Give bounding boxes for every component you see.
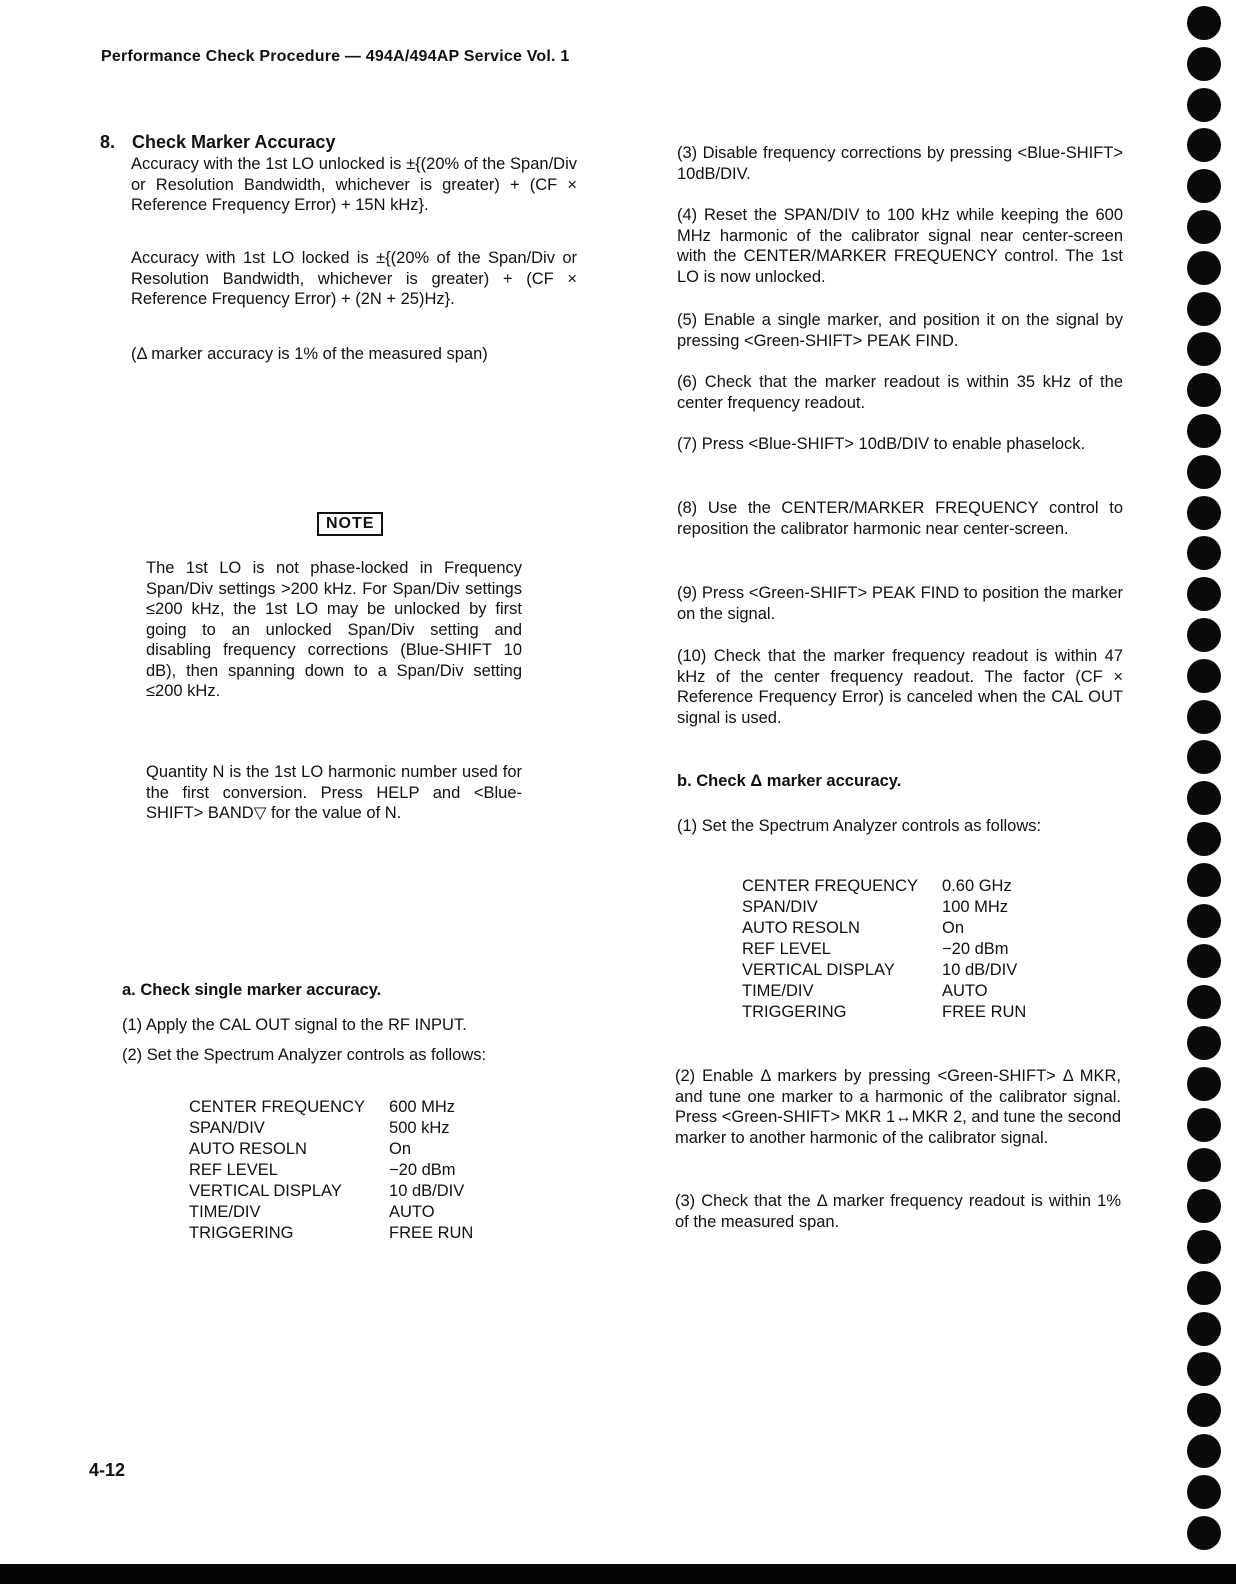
binder-hole (1187, 985, 1221, 1019)
binder-hole (1187, 1475, 1221, 1509)
note-phase-lock-text: The 1st LO is not phase-locked in Frequency Span/Div settings >200 kHz. For Span/Div settings ≤200 kHz, the 1st LO may be unlocked by first going to an unlocked Span/Div setting and disabling frequency corrections (Blue-SHIFT 10 dB), then spanning down to a Span/Div setting ≤200 kHz. (146, 559, 522, 700)
binder-hole (1187, 6, 1221, 40)
binder-hole (1187, 1393, 1221, 1427)
step-9-peak-find: (9) Press <Green-SHIFT> PEAK FIND to position the marker on the signal. (677, 584, 1123, 623)
binder-hole (1187, 1434, 1221, 1468)
control-row (189, 1097, 473, 1118)
binder-hole (1187, 47, 1221, 81)
section-title: Check Marker Accuracy (132, 132, 336, 152)
binder-hole (1187, 1271, 1221, 1305)
control-name: SPAN/DIV (742, 898, 818, 916)
step-5-enable-marker: (5) Enable a single marker, and position it on the signal by pressing <Green-SHIFT> PEAK FIND. (677, 311, 1123, 350)
control-name: SPAN/DIV (189, 1119, 265, 1137)
control-row (742, 876, 1026, 897)
control-name: REF LEVEL (189, 1161, 278, 1179)
step-3-disable-corrections: (3) Disable frequency corrections by pressing <Blue-SHIFT> 10dB/DIV. (677, 144, 1123, 183)
binder-hole (1187, 414, 1221, 448)
control-name: TRIGGERING (189, 1224, 294, 1242)
binder-hole (1187, 781, 1221, 815)
step-b3-check-delta-readout: (3) Check that the Δ marker frequency readout is within 1% of the measured span. (675, 1192, 1121, 1231)
control-name: VERTICAL DISPLAY (189, 1182, 342, 1200)
control-value: On (942, 919, 965, 937)
binder-hole (1187, 822, 1221, 856)
binder-hole (1187, 1067, 1221, 1101)
control-value: 0.60 GHz (942, 877, 1012, 895)
control-value: 500 kHz (389, 1119, 450, 1137)
control-name: VERTICAL DISPLAY (742, 961, 895, 979)
step-a2: (2) Set the Spectrum Analyzer controls as follows: (122, 1046, 487, 1064)
control-row (742, 1002, 1026, 1023)
step-a1: (1) Apply the CAL OUT signal to the RF INPUT. (122, 1016, 467, 1034)
control-name: AUTO RESOLN (189, 1140, 307, 1158)
control-name: TRIGGERING (742, 1003, 847, 1021)
binder-hole (1187, 251, 1221, 285)
subsection-a-title: a. Check single marker accuracy. (122, 981, 382, 999)
binder-hole (1187, 1352, 1221, 1386)
binder-hole (1187, 1189, 1221, 1223)
binder-hole (1187, 577, 1221, 611)
binder-hole (1187, 292, 1221, 326)
binder-hole (1187, 536, 1221, 570)
note-harmonic-number-text: Quantity N is the 1st LO harmonic number used for the first conversion. Press HELP and <Blue-SHIFT> BAND▽ for the value of N. (146, 763, 522, 822)
control-value: AUTO (942, 982, 988, 1000)
binder-hole (1187, 169, 1221, 203)
note-label: NOTE (317, 512, 383, 536)
delta-marker-accuracy-note: (Δ marker accuracy is 1% of the measured span) (131, 345, 488, 363)
binder-hole (1187, 496, 1221, 530)
control-row (742, 939, 1026, 960)
binder-hole (1187, 659, 1221, 693)
step-b1: (1) Set the Spectrum Analyzer controls as follows: (677, 817, 1042, 835)
binder-hole (1187, 863, 1221, 897)
control-row (189, 1118, 473, 1139)
control-value: FREE RUN (942, 1003, 1027, 1021)
binder-hole (1187, 1026, 1221, 1060)
control-value: FREE RUN (389, 1224, 474, 1242)
binder-hole (1187, 128, 1221, 162)
step-6-check-readout: (6) Check that the marker readout is within 35 kHz of the center frequency readout. (677, 373, 1123, 412)
control-value: On (389, 1140, 412, 1158)
control-row (742, 918, 1026, 939)
control-name: TIME/DIV (742, 982, 814, 1000)
control-value: AUTO (389, 1203, 435, 1221)
binder-hole (1187, 455, 1221, 489)
binder-hole (1187, 1312, 1221, 1346)
control-value: −20 dBm (942, 940, 1009, 958)
control-name: TIME/DIV (189, 1203, 261, 1221)
control-row (742, 897, 1026, 918)
step-10-check-readout: (10) Check that the marker frequency readout is within 47 kHz of the center frequency readout. The factor (CF × Reference Frequency Error) is canceled when the CAL OUT signal is used. (677, 647, 1123, 727)
binder-hole (1187, 210, 1221, 244)
binder-hole (1187, 373, 1221, 407)
binder-hole (1187, 904, 1221, 938)
control-name: REF LEVEL (742, 940, 831, 958)
control-value: −20 dBm (389, 1161, 456, 1179)
binder-hole (1187, 1516, 1221, 1550)
control-row (189, 1160, 473, 1181)
controls-table-a (189, 1097, 473, 1244)
accuracy-locked-paragraph: Accuracy with 1st LO locked is ±{(20% of the Span/Div or Resolution Bandwidth, whichever is greater) + (CF × Reference Frequency Error) + (2N + 25)Hz}. (131, 249, 577, 308)
control-name: AUTO RESOLN (742, 919, 860, 937)
binder-holes (1187, 0, 1223, 1584)
control-row (742, 960, 1026, 981)
control-name: CENTER FREQUENCY (742, 877, 919, 895)
bottom-edge-bar (0, 1564, 1236, 1584)
step-4-reset-span: (4) Reset the SPAN/DIV to 100 kHz while keeping the 600 MHz harmonic of the calibrator signal near center-screen with the CENTER/MARKER FREQUENCY control. The 1st LO is now unlocked. (677, 206, 1123, 286)
control-value: 10 dB/DIV (942, 961, 1018, 979)
control-row (189, 1223, 473, 1244)
section-number: 8. (100, 132, 116, 152)
control-value: 600 MHz (389, 1098, 456, 1116)
binder-hole (1187, 1148, 1221, 1182)
page-number: 4-12 (89, 1460, 126, 1480)
binder-hole (1187, 1108, 1221, 1142)
page-header: Performance Check Procedure — 494A/494AP Service Vol. 1 (101, 48, 570, 65)
step-8-reposition: (8) Use the CENTER/MARKER FREQUENCY control to reposition the calibrator harmonic near center-screen. (677, 499, 1123, 538)
control-row (189, 1181, 473, 1202)
controls-table-b (742, 876, 1026, 1023)
control-value: 10 dB/DIV (389, 1182, 465, 1200)
step-b2-enable-delta-markers: (2) Enable Δ markers by pressing <Green-SHIFT> Δ MKR, and tune one marker to a harmonic of the calibrator signal. Press <Green-SHIFT> MKR 1↔MKR 2, and tune the second marker to another harmonic of the calibrator signal. (675, 1067, 1121, 1147)
binder-hole (1187, 700, 1221, 734)
binder-hole (1187, 618, 1221, 652)
accuracy-unlocked-paragraph: Accuracy with the 1st LO unlocked is ±{(20% of the Span/Div or Resolution Bandwidth, whichever is greater) + (CF × Reference Frequency Error) + 15N kHz}. (131, 155, 577, 214)
control-row (742, 981, 1026, 1002)
control-row (189, 1139, 473, 1160)
control-value: 100 MHz (942, 898, 1009, 916)
binder-hole (1187, 1230, 1221, 1264)
step-7-enable-phaselock: (7) Press <Blue-SHIFT> 10dB/DIV to enable phaselock. (677, 435, 1086, 453)
control-row (189, 1202, 473, 1223)
subsection-b-title: b. Check Δ marker accuracy. (677, 772, 902, 790)
binder-hole (1187, 944, 1221, 978)
control-name: CENTER FREQUENCY (189, 1098, 366, 1116)
binder-hole (1187, 740, 1221, 774)
binder-hole (1187, 88, 1221, 122)
binder-hole (1187, 332, 1221, 366)
